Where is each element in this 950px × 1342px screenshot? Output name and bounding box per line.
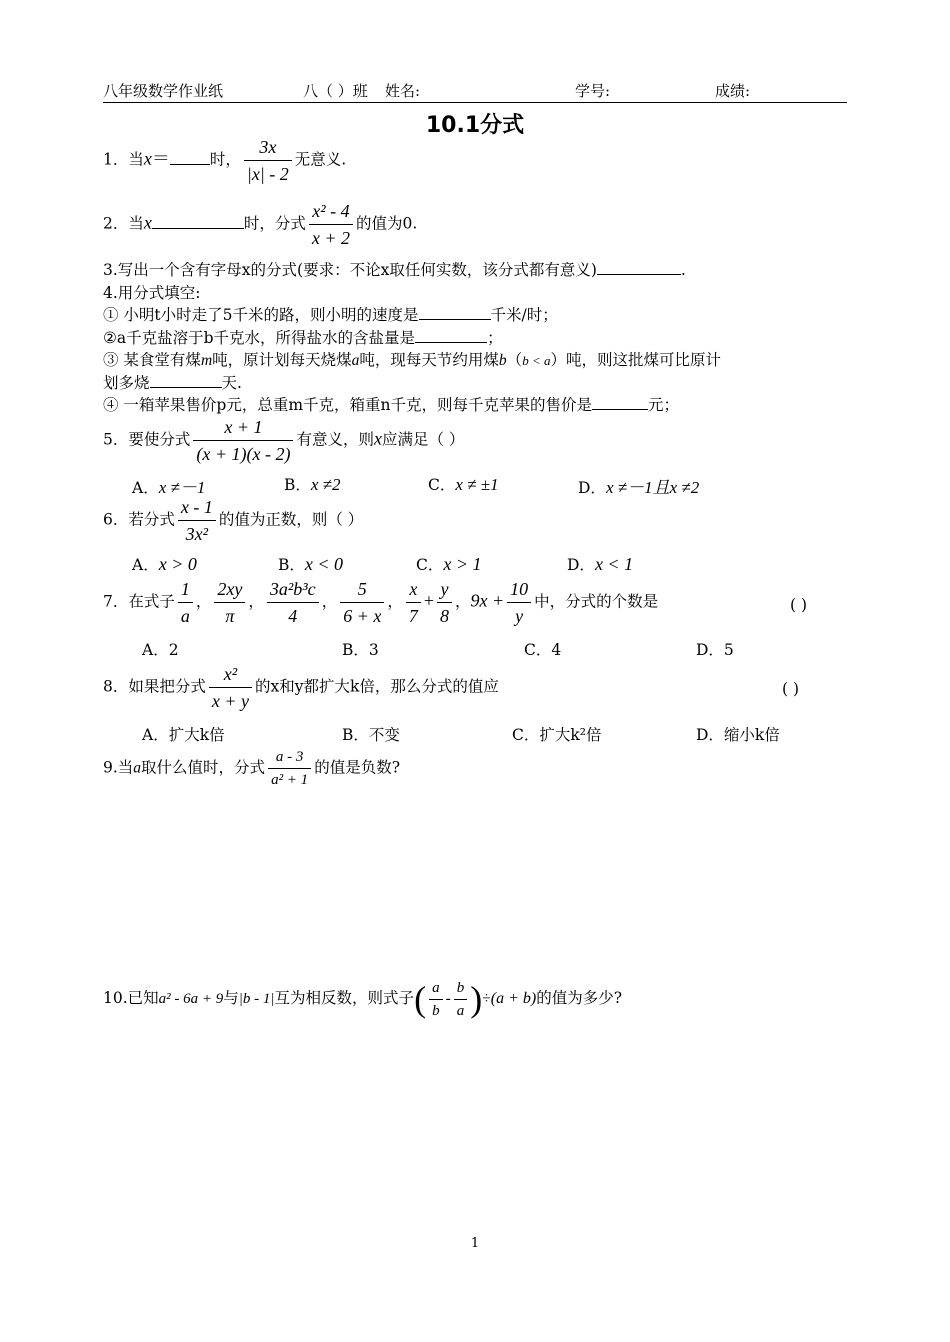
fraction: $\frac{\text{x² - 4}}{x + 2}$ — [309, 200, 353, 249]
fraction: $\frac{a - 3}{\text{a² + 1}}$ — [268, 748, 311, 789]
option-a[interactable]: A．扩大k倍 — [142, 726, 225, 744]
option-d[interactable]: D．x ≠－1且x ≠2 — [578, 478, 700, 497]
fraction: $\frac{x - 1}{\text{3x²}}$ — [178, 496, 216, 545]
question-9: 9.当a取什么值时，分式 $\frac{a - 3}{\text{a² + 1}}$ 的值是负数? — [103, 749, 400, 788]
fraction: $\frac{\text{3a²b³c}}{4}$ — [267, 578, 319, 627]
answer-paren: ( ) — [790, 596, 808, 614]
question-1: 1．当x＝ 时， $\frac{3x}{|x| - 2}$ 无意义. — [103, 137, 347, 184]
question-4-item-3-cont: 划多烧 天. — [103, 374, 242, 392]
paper-title: 八年级数学作业纸 — [103, 82, 224, 100]
option-d[interactable]: D．x < 1 — [567, 554, 634, 574]
option-c[interactable]: C．x ≠ ±1 — [428, 475, 499, 494]
answer-blank[interactable] — [597, 260, 681, 275]
question-4-item-3: ③ 某食堂有煤m吨，原计划每天烧煤a吨，现每天节约用煤b（b < a）吨，则这批煤可比原计 — [103, 351, 721, 369]
fraction: $\frac{a}{b}$ — [429, 979, 443, 1020]
option-b[interactable]: B．x < 0 — [278, 554, 344, 574]
answer-blank[interactable] — [419, 305, 491, 320]
question-2: 2．当x 时，分式 $\frac{\text{x² - 4}}{x + 2}$ 的值为0. — [103, 201, 418, 248]
fraction: $\frac{\text{x²}}{x + y}$ — [209, 663, 252, 712]
option-d[interactable]: D．5 — [696, 641, 734, 659]
score-field: 成绩: — [715, 82, 751, 100]
question-5: 5．要使分式 $\frac{x + 1}{(x + 1)(x - 2)}$ 有意义，则x应满足（ ） — [103, 417, 465, 464]
question-8: 8．如果把分式 $\frac{\text{x²}}{x + y}$ 的x和y都扩大k倍，那么分式的值应 — [103, 664, 499, 711]
fraction: $\frac{2xy}{\pi}$ — [214, 578, 245, 627]
option-b[interactable]: B．不变 — [342, 726, 400, 744]
class-field: 八（ ）班 — [303, 82, 368, 100]
question-4-item-4: ④ 一箱苹果售价p元，总重m千克，箱重n千克，则每千克苹果的售价是 元； — [103, 396, 680, 414]
student-id-field: 学号: — [575, 82, 611, 100]
answer-paren: ( ) — [782, 680, 800, 698]
name-field: 姓名: — [385, 82, 421, 100]
question-4-item-2: ②a千克盐溶于b千克水，所得盐水的含盐量是 ； — [103, 329, 503, 347]
answer-blank[interactable] — [415, 328, 487, 343]
fraction: $\frac{10}{y}$ — [507, 578, 531, 627]
option-c[interactable]: C．4 — [524, 641, 562, 659]
answer-blank[interactable] — [170, 150, 210, 165]
question-3: 3.写出一个含有字母x的分式(要求：不论x取任何实数，该分式都有意义) . — [103, 261, 686, 279]
option-a[interactable]: A．x > 0 — [132, 554, 197, 574]
question-6: 6．若分式 $\frac{x - 1}{\text{3x²}}$ 的值为正数，则（ ） — [103, 497, 364, 544]
fraction: $\frac{x + 1}{(x + 1)(x - 2)}$ — [193, 416, 293, 465]
left-paren: ( — [414, 979, 427, 1019]
fraction: $\frac{b}{a}$ — [454, 979, 468, 1020]
page-title: 10.1分式 — [425, 113, 525, 138]
option-c[interactable]: C．x > 1 — [416, 554, 482, 574]
right-paren: ) — [470, 979, 483, 1019]
fraction: $\frac{5}{6 + x}$ — [340, 578, 384, 627]
option-b[interactable]: B．3 — [342, 641, 379, 659]
fraction: $\frac{y}{8}$ — [437, 578, 452, 627]
option-a[interactable]: A．x ≠－1 — [132, 478, 206, 497]
fraction: $\frac{3x}{|x| - 2}$ — [244, 136, 292, 185]
question-4-item-1: ① 小明t小时走了5千米的路，则小明的速度是 千米/时； — [103, 306, 558, 324]
fraction: $\frac{x}{7}$ — [406, 578, 421, 627]
worksheet-header — [103, 80, 847, 103]
question-4-title: 4.用分式填空: — [103, 284, 201, 302]
answer-blank[interactable] — [152, 214, 244, 229]
question-7: 7．在式子 $\frac{1}{a}$ ， $\frac{2xy}{\pi}$ ， $\frac{\text{3a²b³c}}{4}$ ， $\frac{5}{6 + x}$ ， $\frac{x}{7}$ + $\frac{y}{8}$ ，9x + $\frac{10}{y}$ 中，分式的个数是 — [103, 579, 659, 626]
question-10: 10.已知a² - 6a + 9与|b - 1|互为相反数，则式子( $\frac{a}{b}$ - $\frac{b}{a}$ )÷(a + b)的值为多少? — [103, 979, 623, 1019]
option-a[interactable]: A．2 — [142, 641, 179, 659]
option-c[interactable]: C．扩大k²倍 — [512, 726, 602, 744]
answer-blank[interactable] — [592, 395, 648, 410]
fraction: $\frac{1}{a}$ — [178, 578, 193, 627]
page-number: 1 — [470, 1236, 480, 1251]
option-b[interactable]: B．x ≠2 — [284, 475, 341, 494]
option-d[interactable]: D．缩小k倍 — [696, 726, 780, 744]
answer-blank[interactable] — [150, 373, 222, 388]
